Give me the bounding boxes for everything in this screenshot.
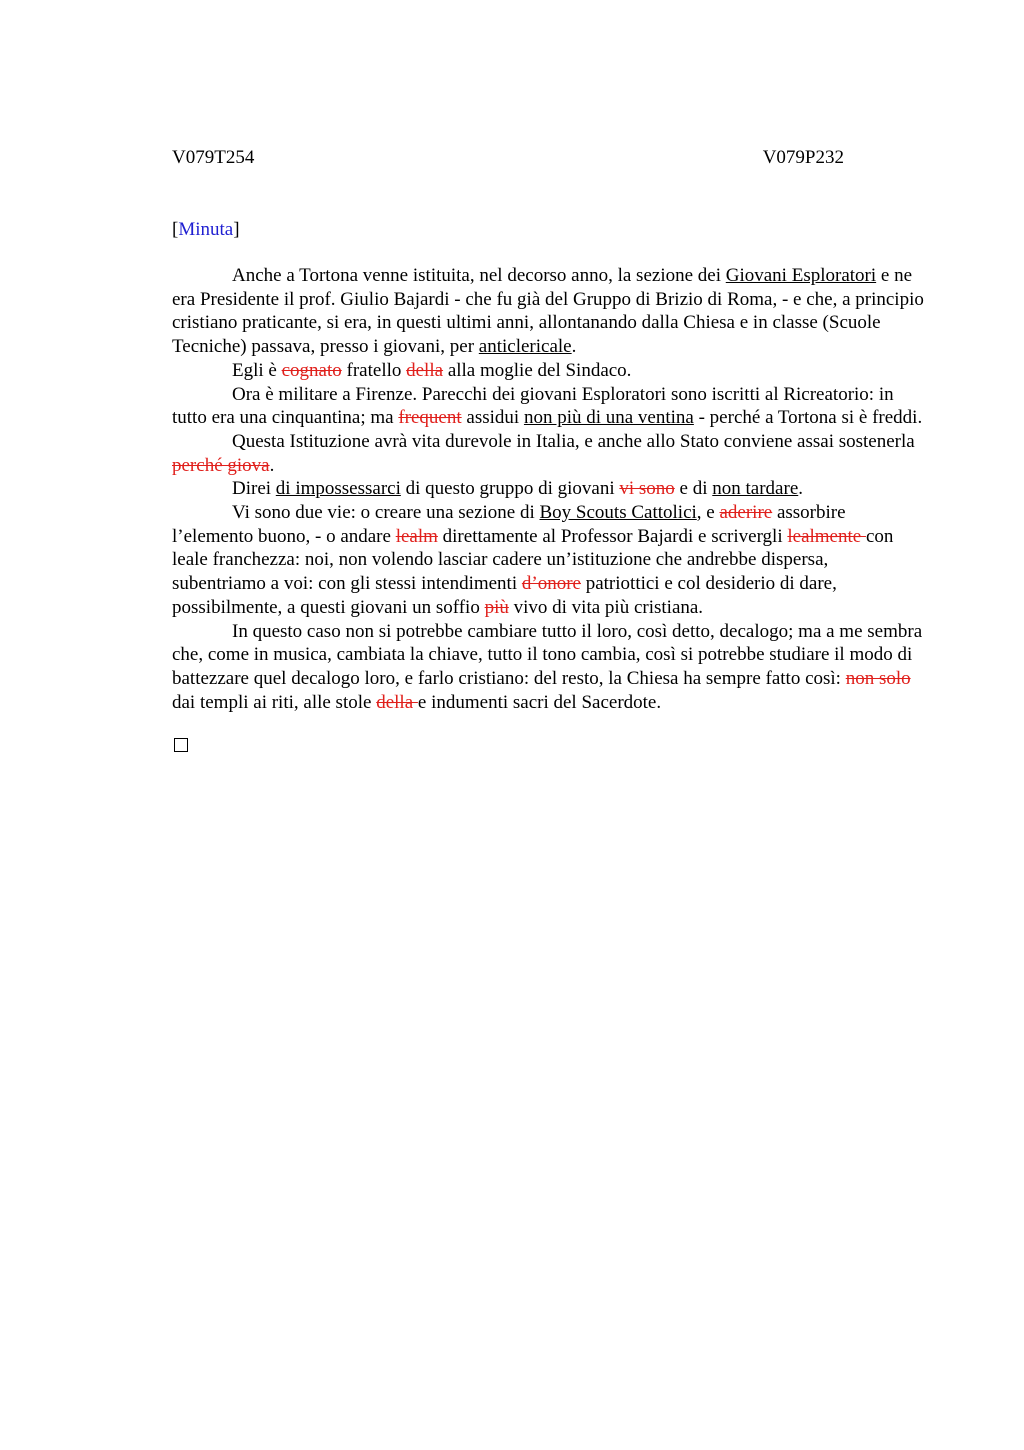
text-segment: e indumenti sacri del Sacerdote. [417, 691, 662, 713]
document-page [172, 146, 924, 752]
paragraph [172, 501, 924, 620]
text-segment: , e [696, 502, 720, 524]
text-segment: assorbire l’elemento buono, - o andare [172, 502, 846, 547]
minuta-open-bracket: [ [172, 219, 179, 240]
text-segment: Ora è militare a Firenze. Parecchi dei giovani Esploratori sono iscritti al Ricreatorio: in tutto era una cinquantina; ma [172, 383, 894, 429]
text-segment: Egli è [232, 359, 282, 381]
underlined-text: anticlericale [478, 336, 572, 358]
deleted-text: aderire [719, 502, 773, 524]
minuta-close-bracket: ] [233, 219, 240, 240]
paragraph [172, 359, 924, 383]
header-row [172, 146, 924, 170]
text-segment: dai templi ai riti, alle stole [172, 691, 377, 713]
minuta-heading [172, 218, 924, 242]
text-segment: alla moglie del Sindaco. [443, 359, 632, 381]
letter-body [172, 264, 924, 714]
deleted-text: vi sono [619, 478, 675, 500]
underlined-text: Giovani Esploratori [725, 265, 877, 286]
right-code: V079P232 [762, 147, 844, 168]
deleted-text: non solo [845, 667, 911, 689]
text-segment: direttamente al Professor Bajardi e scrivergli [437, 525, 788, 547]
text-segment: e ne era Presidente il prof. Giulio Bajardi - che fu già del Gruppo di Brizio di Roma, - e che, a principio cristiano praticante, si era, in questi ultimi anni, allontanando dalla Chiesa e in classe (Scuole Tecniche) passava, presso i giovani, per [172, 265, 924, 358]
paragraph [172, 620, 924, 715]
deleted-text: della [376, 691, 418, 713]
minuta-label: Minuta [178, 219, 234, 240]
deleted-text: perché giova [172, 454, 270, 476]
deleted-text: della [406, 359, 444, 381]
text-segment: . [571, 336, 577, 358]
text-segment: - perché a Tortona si è freddi. [693, 407, 923, 429]
left-code: V079T254 [172, 147, 255, 168]
text-segment: assidui [461, 407, 524, 429]
text-segment: fratello [341, 359, 407, 381]
text-segment: . [798, 478, 803, 500]
underlined-text: non tardare [712, 478, 799, 500]
deleted-text: cognato [281, 359, 342, 381]
deleted-text: più [484, 596, 509, 618]
paragraph [172, 430, 924, 477]
deleted-text: frequent [398, 407, 462, 429]
paragraph [172, 477, 924, 501]
text-segment: Anche a Tortona venne istituita, nel decorso anno, la sezione dei [232, 265, 726, 286]
paragraph [172, 264, 924, 359]
text-segment: In questo caso non si potrebbe cambiare tutto il loro, così detto, decalogo; ma a me sembra che, come in musica, cambiata la chiave, tutto il tono cambia, così si potrebbe studiare il modo di battezzare quel decalogo loro, e farlo cristiano: del resto, la Chiesa ha sempre fatto così: [172, 620, 923, 689]
text-segment: . [269, 454, 275, 476]
text-segment: con leale franchezza: noi, non volendo lasciar cadere un’istituzione che andrebbe dispersa, subentriamo a voi: con gli stessi intendimenti [172, 525, 894, 595]
deleted-text: d’onore [521, 573, 581, 595]
underlined-text: di impossessarci [275, 478, 401, 500]
text-segment: patriottici e col desiderio di dare, possibilmente, a questi giovani un soffio [172, 573, 837, 618]
deleted-text: lealm [395, 525, 438, 547]
underlined-text: non più di una ventina [523, 407, 694, 429]
text-segment: Questa Istituzione avrà vita durevole in Italia, e anche allo Stato conviene assai sostenerla [232, 430, 915, 452]
text-segment: vivo di vita più cristiana. [508, 596, 704, 618]
deleted-text: lealmente [787, 525, 866, 547]
text-segment: di questo gruppo di giovani [400, 478, 620, 500]
text-segment: Vi sono due vie: o creare una sezione di [232, 502, 540, 524]
text-segment: Direi [232, 478, 276, 500]
end-marker-box [174, 738, 188, 752]
paragraph [172, 383, 924, 430]
text-segment: e di [674, 478, 713, 500]
underlined-text: Boy Scouts Cattolici [539, 502, 697, 524]
